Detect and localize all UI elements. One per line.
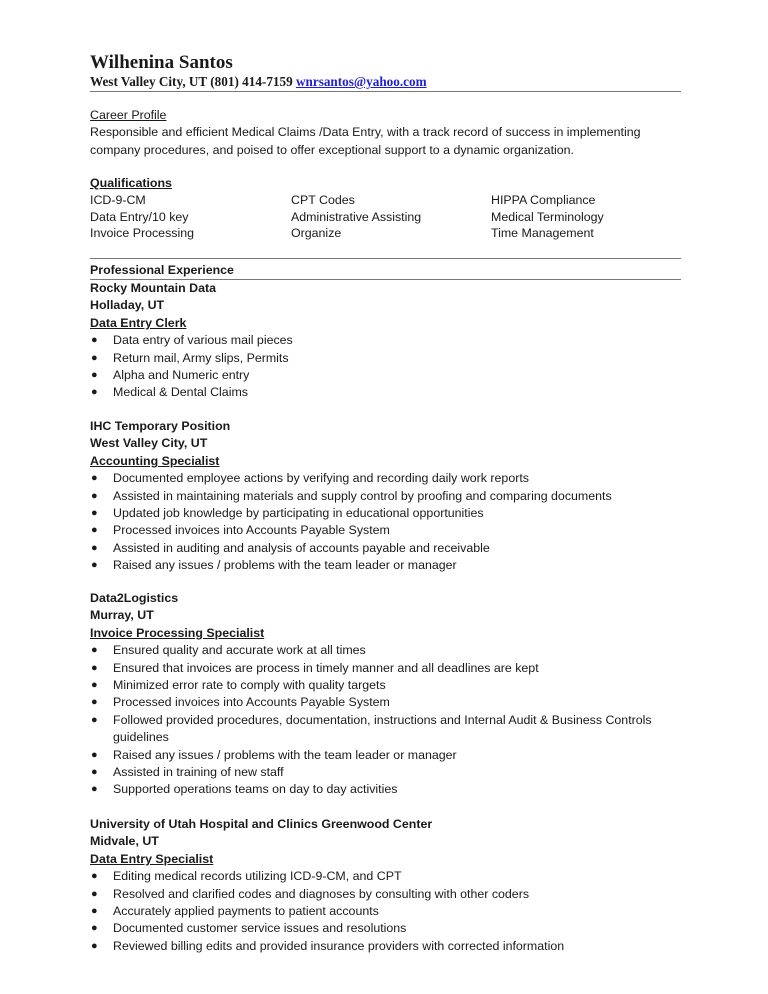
job-title: Data Entry Specialist: [90, 851, 214, 866]
qualification-item: Invoice Processing: [90, 226, 194, 240]
list-item: ● Editing medical records utilizing ICD-9-CM, and CPT: [90, 868, 681, 885]
list-item: ● Alpha and Numeric entry: [90, 367, 681, 384]
career-profile-section: [90, 107, 681, 159]
company-name: Data2Logistics: [90, 591, 179, 605]
list-item: ● Updated job knowledge by participating in educational opportunities: [90, 505, 681, 522]
job-duties-list: [90, 470, 681, 574]
bullet-icon: ●: [91, 904, 98, 917]
job-entry: [90, 590, 681, 799]
bullet-icon: ●: [91, 524, 98, 537]
list-item: ● Return mail, Army slips, Permits: [90, 350, 681, 367]
bullet-icon: ●: [91, 472, 98, 485]
list-item: ● Assisted in maintaining materials and supply control by proofing and comparing documents: [90, 488, 681, 505]
company-location: Holladay, UT: [90, 298, 165, 313]
qualifications-row: [90, 225, 681, 242]
list-item: ● Processed invoices into Accounts Payable System: [90, 694, 681, 711]
bullet-icon: ●: [91, 506, 98, 519]
list-item: ● Minimized error rate to comply with quality targets: [90, 677, 681, 694]
bullet-icon: ●: [91, 713, 98, 726]
company-location: Midvale, UT: [90, 834, 159, 849]
bullet-icon: ●: [91, 783, 98, 796]
job-entry: [90, 418, 681, 575]
qualifications-row: [90, 209, 681, 226]
list-item: ● Data entry of various mail pieces: [90, 332, 681, 349]
bullet-icon: ●: [91, 870, 98, 883]
bullet-icon: ●: [91, 922, 98, 935]
qualifications-heading: Qualifications: [90, 176, 172, 190]
header-divider: [90, 91, 681, 92]
list-item: ● Assisted in auditing and analysis of accounts payable and receivable: [90, 540, 681, 557]
company-name: IHC Temporary Position: [90, 419, 231, 433]
list-item: ● Documented customer service issues and resolutions: [90, 920, 681, 937]
qualification-item: Administrative Assisting: [291, 209, 422, 224]
email-link[interactable]: wnrsantos@yahoo.com: [296, 74, 427, 89]
list-item: ● Processed invoices into Accounts Payable System: [90, 522, 681, 539]
career-profile-line-1: Responsible and efficient Medical Claims /Data Entry, with a track record of success in implementing: [90, 125, 641, 140]
career-profile-heading: Career Profile: [90, 108, 167, 122]
bullet-icon: ●: [91, 489, 98, 502]
bullet-icon: ●: [91, 766, 98, 779]
qualifications-section: [90, 175, 681, 242]
list-item: ● Resolved and clarified codes and diagnoses by consulting with other coders: [90, 886, 681, 903]
bullet-icon: ●: [91, 334, 98, 347]
bullet-icon: ●: [91, 678, 98, 691]
bullet-icon: ●: [91, 887, 98, 900]
list-item: ● Followed provided procedures, documentation, instructions and Internal Audit & Business Controls guidelines: [91, 712, 652, 745]
bullet-icon: ●: [91, 541, 98, 554]
qualification-item: HIPPA Compliance: [491, 193, 596, 207]
contact-line: [90, 74, 427, 90]
job-duties-list: [90, 868, 681, 955]
list-item: ● Reviewed billing edits and provided insurance providers with corrected information: [90, 938, 681, 955]
bullet-icon: ●: [91, 386, 98, 399]
qualification-item: Medical Terminology: [491, 209, 604, 224]
contact-details: West Valley City, UT (801) 414-7159: [90, 74, 293, 89]
bullet-icon: ●: [91, 351, 98, 364]
list-item: ● Documented employee actions by verifying and recording daily work reports: [90, 470, 681, 487]
job-title: Data Entry Clerk: [90, 315, 187, 330]
list-item: ● Medical & Dental Claims: [90, 384, 681, 401]
qualifications-row: [90, 192, 681, 209]
bullet-icon: ●: [91, 559, 98, 572]
qualification-item: Organize: [291, 226, 342, 240]
section-divider: [90, 258, 681, 259]
job-title: Accounting Specialist: [90, 453, 220, 468]
candidate-name: Wilhenina Santos: [90, 52, 233, 73]
job-duties-list: [90, 332, 681, 402]
list-item: ● Ensured quality and accurate work at all times: [90, 642, 681, 659]
bullet-icon: ●: [91, 661, 98, 674]
company-name: Rocky Mountain Data: [90, 281, 216, 295]
experience-heading: Professional Experience: [90, 263, 234, 277]
qualification-item: Time Management: [491, 226, 594, 240]
company-location: Murray, UT: [90, 608, 154, 623]
list-item: ● Assisted in training of new staff: [90, 764, 681, 781]
career-profile-line-2: company procedures, and poised to offer exceptional support to a dynamic organization.: [90, 142, 574, 157]
qualification-item: Data Entry/10 key: [90, 209, 189, 224]
job-entry: [90, 816, 681, 955]
job-duties-list: [90, 642, 681, 799]
bullet-icon: ●: [91, 696, 98, 709]
company-name: University of Utah Hospital and Clinics Greenwood Center: [90, 817, 433, 831]
qualification-item: ICD-9-CM: [90, 193, 146, 207]
list-item: ● Supported operations teams on day to day activities: [90, 781, 681, 798]
list-item: ● Ensured that invoices are process in timely manner and all deadlines are kept: [90, 660, 681, 677]
bullet-icon: ●: [91, 644, 98, 657]
company-location: West Valley City, UT: [90, 436, 208, 451]
bullet-icon: ●: [91, 748, 98, 761]
job-entry: [90, 280, 681, 402]
bullet-icon: ●: [91, 368, 98, 381]
list-item: ● Accurately applied payments to patient accounts: [90, 903, 681, 920]
bullet-icon: ●: [91, 939, 98, 952]
list-item: ● Raised any issues / problems with the team leader or manager: [90, 747, 681, 764]
job-title: Invoice Processing Specialist: [90, 625, 265, 640]
list-item: ● Raised any issues / problems with the team leader or manager: [90, 557, 681, 574]
qualification-item: CPT Codes: [291, 193, 355, 207]
